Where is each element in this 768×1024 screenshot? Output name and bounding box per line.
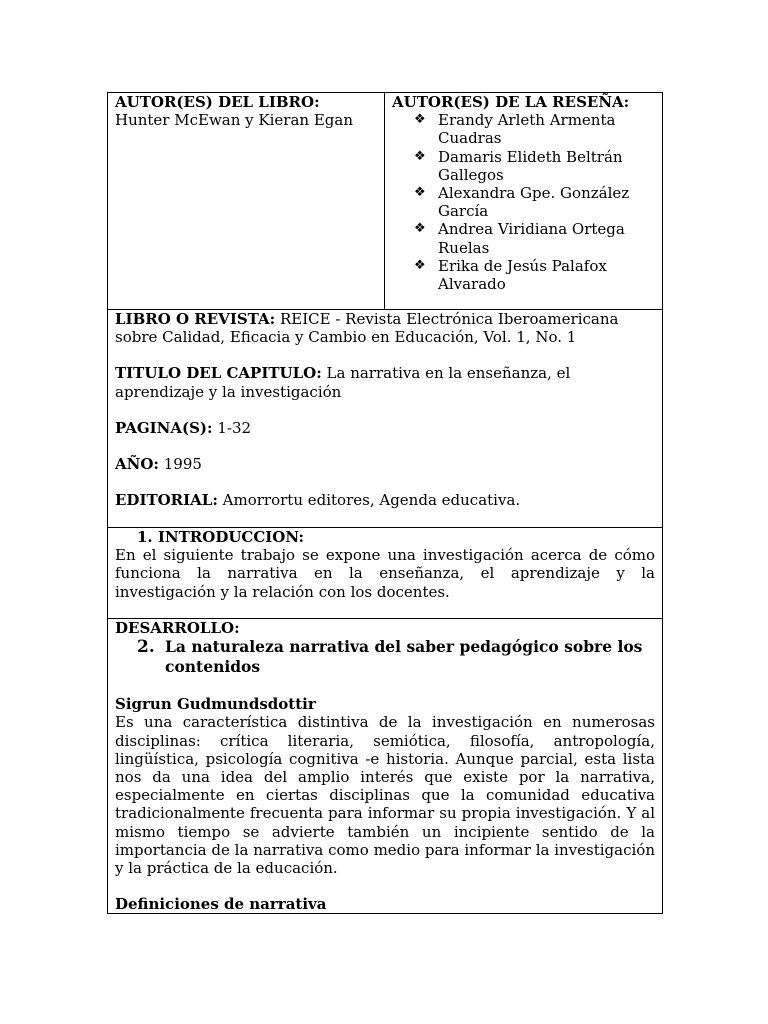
diamond-bullet-icon: ❖ [414, 257, 426, 273]
editorial-field [115, 491, 655, 509]
titulo-field [115, 364, 655, 400]
desarrollo-cell [108, 619, 663, 914]
book-authors-value: Hunter McEwan y Kieran Egan [115, 111, 353, 130]
section-author: Sigrun Gudmundsdottir [115, 695, 316, 714]
libro-field [115, 310, 655, 346]
list-item: ❖ Erika de Jesús Palafox Alvarado [414, 256, 607, 294]
intro-number: 1. [137, 528, 153, 546]
libro-label: LIBRO O REVISTA: [115, 310, 276, 328]
diamond-bullet-icon: ❖ [414, 185, 426, 201]
source-row [108, 310, 663, 528]
anio-label: AÑO: [115, 455, 159, 474]
section-text: Es una característica distintiva de la investigación en numerosas disciplinas: crítica literaria, semiótica, filosofía, antropología, lingüística, psicología cognitiva -e historia. Aunque parcial, esta lista nos da una idea del amplio interés que existe por la narrativa, especialmente en ciertas disciplinas que la comunidad educativa tradicionalmente frecuenta para informar su propia investigación. Y al mismo tiempo se advierte también un incipiente sentido de la importancia de la narrativa como medio para informar la investigación y la práctica de la educación. [115, 713, 655, 878]
review-authors-list [392, 111, 655, 293]
anio-value: 1995 [163, 455, 202, 474]
desarrollo-label: DESARROLLO: [115, 619, 240, 637]
list-item: ❖ Alexandra Gpe. González García [414, 184, 630, 221]
libro-value: REICE - Revista Electrónica Iberoamericana sobre Calidad, Eficacia y Cambio en Educación, Vol. 1, No. 1 [115, 310, 619, 347]
authors-row [108, 93, 663, 310]
pagina-label: PAGINA(S): [115, 418, 213, 437]
editorial-label: EDITORIAL: [115, 491, 218, 510]
review-form-table [107, 92, 663, 914]
source-cell [108, 310, 663, 528]
section-heading [115, 637, 655, 677]
anio-field [115, 455, 655, 473]
intro-row [108, 528, 663, 619]
intro-text: En el siguiente trabajo se expone una investigación acerca de cómo funciona la narrativa en la enseñanza, el aprendizaje y la investigación y la relación con los docentes. [115, 546, 655, 601]
intro-heading: 1. INTRODUCCION: [137, 528, 305, 546]
desarrollo-row [108, 619, 663, 914]
intro-cell [108, 528, 663, 619]
diamond-bullet-icon: ❖ [414, 221, 426, 237]
editorial-value: Amorrortu editores, Agenda educativa. [222, 491, 521, 510]
book-authors-label: AUTOR(ES) DEL LIBRO: [115, 93, 320, 111]
titulo-label: TITULO DEL CAPITULO: [115, 364, 322, 383]
titulo-value: La narrativa en la enseñanza, el aprendizaje y la investigación [115, 364, 571, 401]
review-authors-cell [385, 93, 663, 310]
list-item: ❖ Andrea Viridiana Ortega Ruelas [414, 220, 625, 257]
section-subheading: Definiciones de narrativa [115, 895, 327, 914]
list-item: ❖ Erandy Arleth Armenta Cuadras [414, 111, 616, 148]
section-number: 2. [137, 637, 155, 658]
list-item: ❖ Damaris Elideth Beltrán Gallegos [414, 147, 623, 184]
diamond-bullet-icon: ❖ [414, 112, 426, 128]
diamond-bullet-icon: ❖ [414, 148, 426, 164]
review-authors-label: AUTOR(ES) DE LA RESEÑA: [392, 93, 630, 111]
section-title: La naturaleza narrativa del saber pedagógico sobre los contenidos [165, 637, 643, 677]
book-authors-cell [108, 93, 385, 310]
pagina-value: 1-32 [217, 418, 252, 437]
pagina-field [115, 419, 655, 437]
